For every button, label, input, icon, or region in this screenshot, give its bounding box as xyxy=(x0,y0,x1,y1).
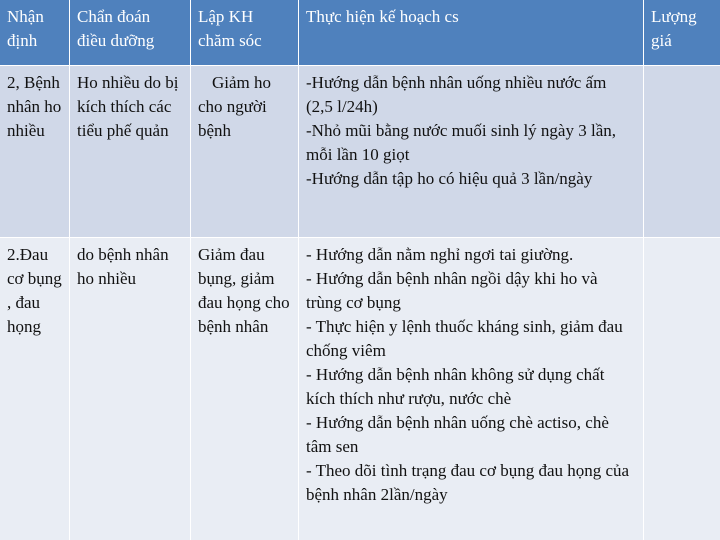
header-luong-gia: Lượng giá xyxy=(644,0,720,65)
header-thuc-hien: Thực hiện kế hoạch cs xyxy=(299,0,644,65)
row2-chan-doan: do bệnh nhân ho nhiều xyxy=(70,237,191,540)
row1-lap-kh: Giảm ho cho người bệnh xyxy=(191,65,299,237)
row1-chan-doan: Ho nhiều do bị kích thích các tiểu phế quản xyxy=(70,65,191,237)
row2-lap-kh: Giảm đau bụng, giảm đau họng cho bệnh nhân xyxy=(191,237,299,540)
header-chan-doan: Chẩn đoán điều dưỡng xyxy=(70,0,191,65)
header-nhan-dinh: Nhận định xyxy=(0,0,70,65)
row2-luong-gia xyxy=(644,237,720,540)
row1-thuc-hien: -Hướng dẫn bệnh nhân uống nhiều nước ấm (2,5 l/24h) -Nhỏ mũi bằng nước muối sinh lý ngày 3 lần, mỗi lần 10 giọt -Hướng dẫn tập ho có hiệu quả 3 lần/ngày xyxy=(299,65,644,237)
row1-nhan-dinh: 2, Bệnh nhân ho nhiều xyxy=(0,65,70,237)
header-lap-kh: Lập KH chăm sóc xyxy=(191,0,299,65)
row2-thuc-hien: - Hướng dẫn nằm nghỉ ngơi tai giường. - Hướng dẫn bệnh nhân ngồi dậy khi ho và trùng cơ bụng - Thực hiện y lệnh thuốc kháng sinh, giảm đau chống viêm - Hướng dẫn bệnh nhân không sử dụng chất kích thích như rượu, nước chè - Hướng dẫn bệnh nhân uống chè actiso, chè tâm sen - Theo dõi tình trạng đau cơ bụng đau họng của bệnh nhân 2lần/ngày xyxy=(299,237,644,540)
row1-luong-gia xyxy=(644,65,720,237)
row2-nhan-dinh: 2.Đau cơ bụng , đau họng xyxy=(0,237,70,540)
